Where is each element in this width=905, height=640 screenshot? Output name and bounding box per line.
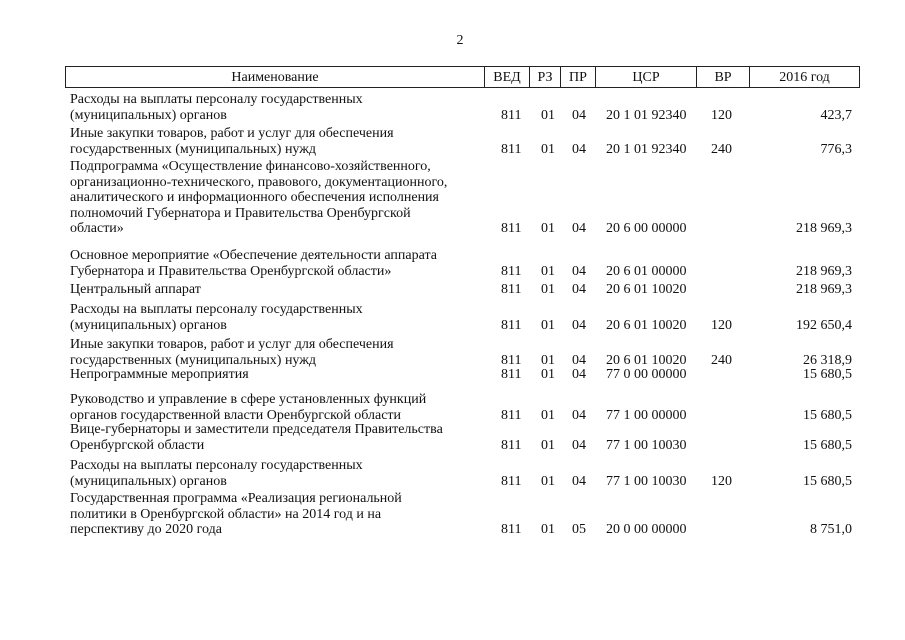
cell-pr: 04 <box>572 437 586 453</box>
row-name <box>70 337 490 368</box>
row-name <box>70 92 490 123</box>
cell-rz: 01 <box>541 522 555 537</box>
cell-rz: 01 <box>541 407 555 423</box>
cell-amount: 8 751,0 <box>810 522 852 537</box>
cell-vr: 240 <box>711 352 732 368</box>
cell-csr: 77 1 00 10030 <box>606 437 687 453</box>
cell-csr: 20 6 01 10020 <box>606 317 687 333</box>
cell-amount: 218 969,3 <box>796 263 852 279</box>
cell-ved: 811 <box>501 317 522 333</box>
cell-pr: 04 <box>572 352 586 368</box>
row-name <box>70 491 490 538</box>
row-name-line: полномочий Губернатора и Правительства Оренбургской <box>70 205 411 221</box>
row-name-line: Иные закупки товаров, работ и услуг для обеспечения <box>70 126 394 141</box>
cell-ved: 811 <box>501 367 522 382</box>
cell-vr: 240 <box>711 141 732 157</box>
row-name <box>70 159 490 237</box>
cell-rz: 01 <box>541 317 555 333</box>
row-name <box>70 126 490 157</box>
cell-rz: 01 <box>541 282 555 297</box>
cell-pr: 04 <box>572 221 586 236</box>
table-row <box>70 282 860 298</box>
row-name-line: политики в Оренбургской области» на 2014 год и на <box>70 506 382 522</box>
row-name-line: Руководство и управление в сфере установленных функций <box>70 392 427 407</box>
table-row <box>70 302 860 333</box>
table-row <box>70 126 860 157</box>
cell-rz: 01 <box>541 107 555 123</box>
row-name-line: аналитического и информационного обеспечения исполнения <box>70 190 439 205</box>
cell-csr: 77 0 00 00000 <box>606 367 687 382</box>
cell-csr: 20 1 01 92340 <box>606 107 687 123</box>
row-name-line: (муниципальных) органов <box>70 473 227 489</box>
cell-ved: 811 <box>501 221 522 236</box>
cell-rz: 01 <box>541 367 555 382</box>
row-name-line: Губернатора и Правительства Оренбургской области» <box>70 263 392 279</box>
table-row <box>70 159 860 237</box>
row-name <box>70 422 490 453</box>
cell-ved: 811 <box>501 141 522 157</box>
cell-amount: 15 680,5 <box>803 437 852 453</box>
cell-csr: 77 1 00 10030 <box>606 473 687 489</box>
cell-amount: 15 680,5 <box>803 367 852 382</box>
cell-pr: 04 <box>572 141 586 157</box>
row-name-line: государственных (муниципальных) нужд <box>70 141 317 157</box>
table-row <box>70 491 860 538</box>
cell-amount: 192 650,4 <box>796 317 852 333</box>
cell-rz: 01 <box>541 437 555 453</box>
cell-ved: 811 <box>501 437 522 453</box>
cell-csr: 20 6 01 00000 <box>606 263 687 279</box>
row-name <box>70 302 490 333</box>
table-header <box>65 66 860 88</box>
cell-rz: 01 <box>541 141 555 157</box>
cell-pr: 04 <box>572 317 586 333</box>
cell-csr: 20 6 01 10020 <box>606 352 687 368</box>
table-row <box>70 337 860 368</box>
cell-pr: 04 <box>572 263 586 279</box>
cell-csr: 20 1 01 92340 <box>606 141 687 157</box>
cell-ved: 811 <box>501 107 522 123</box>
table-row <box>70 422 860 453</box>
table-row <box>70 458 860 489</box>
row-name-line: Подпрограмма «Осуществление финансово-хозяйственного, <box>70 159 431 174</box>
cell-ved: 811 <box>501 263 522 279</box>
header-vr: ВР <box>696 67 749 87</box>
cell-pr: 04 <box>572 107 586 123</box>
cell-csr: 77 1 00 00000 <box>606 407 687 423</box>
cell-rz: 01 <box>541 352 555 368</box>
row-name-line: организационно-технического, правового, документационного, <box>70 174 448 190</box>
cell-vr: 120 <box>711 317 732 333</box>
row-name <box>70 367 490 383</box>
row-name <box>70 282 490 298</box>
cell-amount: 218 969,3 <box>796 221 852 236</box>
cell-amount: 423,7 <box>820 107 852 123</box>
header-pr: ПР <box>560 67 595 87</box>
table-row <box>70 248 860 279</box>
cell-amount: 26 318,9 <box>803 352 852 368</box>
row-name <box>70 392 490 423</box>
cell-amount: 218 969,3 <box>796 282 852 297</box>
row-name-line: Основное мероприятие «Обеспечение деятельности аппарата <box>70 248 437 263</box>
cell-ved: 811 <box>501 407 522 423</box>
cell-vr: 120 <box>711 107 732 123</box>
row-name-line: области» <box>70 221 124 236</box>
cell-pr: 04 <box>572 367 586 382</box>
cell-csr: 20 6 00 00000 <box>606 221 687 236</box>
header-ved: ВЕД <box>484 67 529 87</box>
row-name-line: перспективу до 2020 года <box>70 522 222 537</box>
cell-rz: 01 <box>541 221 555 236</box>
cell-ved: 811 <box>501 352 522 368</box>
row-name-line: Вице-губернаторы и заместители председателя Правительства <box>70 422 443 437</box>
row-name-line: (муниципальных) органов <box>70 317 227 333</box>
cell-pr: 04 <box>572 407 586 423</box>
row-name-line: Центральный аппарат <box>70 282 201 297</box>
row-name-line: Иные закупки товаров, работ и услуг для обеспечения <box>70 337 394 352</box>
table-row <box>70 392 860 423</box>
cell-vr: 120 <box>711 473 732 489</box>
row-name-line: Расходы на выплаты персоналу государственных <box>70 458 363 473</box>
row-name <box>70 458 490 489</box>
row-name-line: (муниципальных) органов <box>70 107 227 123</box>
cell-rz: 01 <box>541 263 555 279</box>
header-year: 2016 год <box>749 67 859 87</box>
cell-ved: 811 <box>501 522 522 537</box>
cell-amount: 15 680,5 <box>803 407 852 423</box>
row-name-line: органов государственной власти Оренбургской области <box>70 407 402 423</box>
header-rz: РЗ <box>529 67 560 87</box>
cell-ved: 811 <box>501 282 522 297</box>
cell-csr: 20 0 00 00000 <box>606 522 687 537</box>
row-name-line: Расходы на выплаты персоналу государственных <box>70 302 363 317</box>
row-name-line: Оренбургской области <box>70 437 205 453</box>
row-name-line: государственных (муниципальных) нужд <box>70 352 317 368</box>
cell-amount: 15 680,5 <box>803 473 852 489</box>
cell-rz: 01 <box>541 473 555 489</box>
header-name: Наименование <box>231 70 319 85</box>
cell-pr: 04 <box>572 473 586 489</box>
table-row <box>70 92 860 123</box>
row-name-line: Непрограммные мероприятия <box>70 367 249 382</box>
cell-amount: 776,3 <box>820 141 852 157</box>
table-row <box>70 367 860 383</box>
header-csr: ЦСР <box>595 67 696 87</box>
cell-ved: 811 <box>501 473 522 489</box>
page-number: 2 <box>456 33 464 48</box>
cell-pr: 05 <box>572 522 586 537</box>
row-name-line: Государственная программа «Реализация региональной <box>70 491 402 506</box>
row-name <box>70 248 490 279</box>
cell-pr: 04 <box>572 282 586 297</box>
row-name-line: Расходы на выплаты персоналу государственных <box>70 92 363 107</box>
cell-csr: 20 6 01 10020 <box>606 282 687 297</box>
